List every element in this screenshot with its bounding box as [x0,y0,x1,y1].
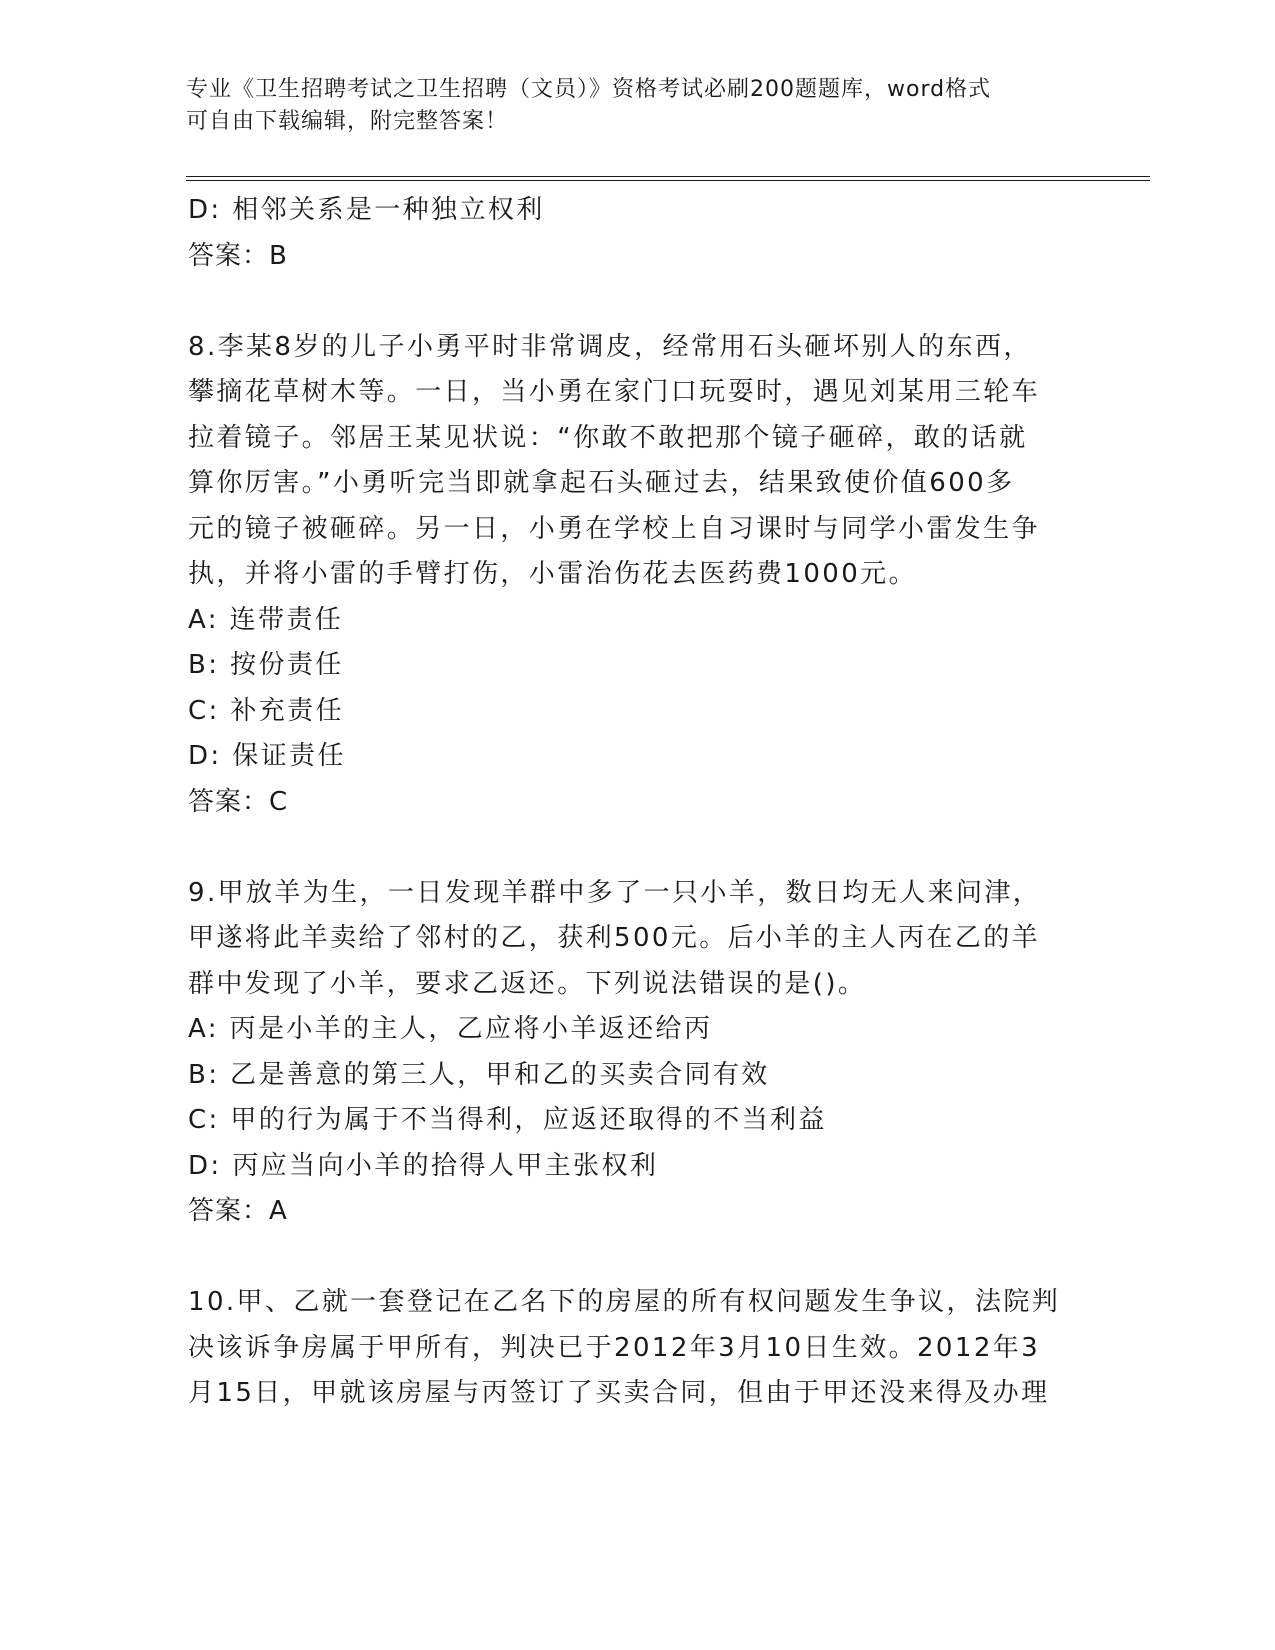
q9-option-c: C: 甲的行为属于不当得利，应返还取得的不当利益 [188,1105,827,1135]
q8-option-c: C: 补充责任 [188,695,344,726]
prev-option-d: D: 相邻关系是一种独立权利 [188,195,545,225]
q9-answer: 答案：A [188,1196,288,1226]
q8-text-line: 执，并将小雷的手臂打伤，小雷治伤花去医药费1000元。 [188,559,917,589]
q10-text-line: 月15日，甲就该房屋与丙签订了买卖合同，但由于甲还没来得及办理 [188,1378,1050,1408]
q8-text-line: 元的镜子被砸碎。另一日，小勇在学校上自习课时与同学小雷发生争 [188,513,1041,544]
q9-text-line: 甲遂将此羊卖给了邻村的乙，获利500元。后小羊的主人丙在乙的羊 [188,923,1041,953]
spacer [188,279,1088,325]
header-divider [186,176,1150,177]
document-body [188,188,1088,1417]
q9-option-b: B: 乙是善意的第三人，甲和乙的买卖合同有效 [188,1059,770,1090]
q10-text-line: 决该诉争房属于甲所有，判决已于2012年3月10日生效。2012年3 [188,1332,1041,1363]
q8-answer: 答案：C [188,786,289,817]
q8-text-line: 攀摘花草树木等。一日，当小勇在家门口玩耍时，遇见刘某用三轮车 [188,377,1041,407]
q8-text-line: 算你厉害。”小勇听完当即就拿起石头砸过去，结果致使价值600多 [188,468,1015,498]
prev-answer: 答案：B [188,240,288,271]
q8-text-line: 8.李某8岁的儿子小勇平时非常调皮，经常用石头砸坏别人的东西， [188,331,1032,362]
spacer [188,1235,1088,1281]
question-8 [188,325,1088,826]
q9-option-d: D: 丙应当向小羊的拾得人甲主张权利 [188,1150,659,1181]
header-line-2: 可自由下载编辑，附完整答案！ [186,109,509,134]
header-divider-thin [186,180,1150,181]
page-header [186,74,1066,138]
q8-option-b: B: 按份责任 [188,650,344,680]
header-line-1: 专业《卫生招聘考试之卫生招聘（文员）》资格考试必刷200题题库，word格式 [186,77,992,102]
q9-option-a: A: 丙是小羊的主人，乙应将小羊返还给丙 [188,1014,713,1044]
q8-text-line: 拉着镜子。邻居王某见状说：“你敢不敢把那个镜子砸碎，敢的话就 [188,422,1028,453]
question-10 [188,1280,1088,1417]
q8-option-a: A: 连带责任 [188,604,344,635]
q9-text-line: 群中发现了小羊，要求乙返还。下列说法错误的是()。 [188,968,867,999]
q8-option-d: D: 保证责任 [188,741,346,771]
q10-text-line: 10.甲、乙就一套登记在乙名下的房屋的所有权问题发生争议，法院判 [188,1287,1061,1317]
q9-text-line: 9.甲放羊为生，一日发现羊群中多了一只小羊，数日均无人来问津， [188,877,1042,908]
spacer [188,825,1088,871]
question-9 [188,871,1088,1235]
